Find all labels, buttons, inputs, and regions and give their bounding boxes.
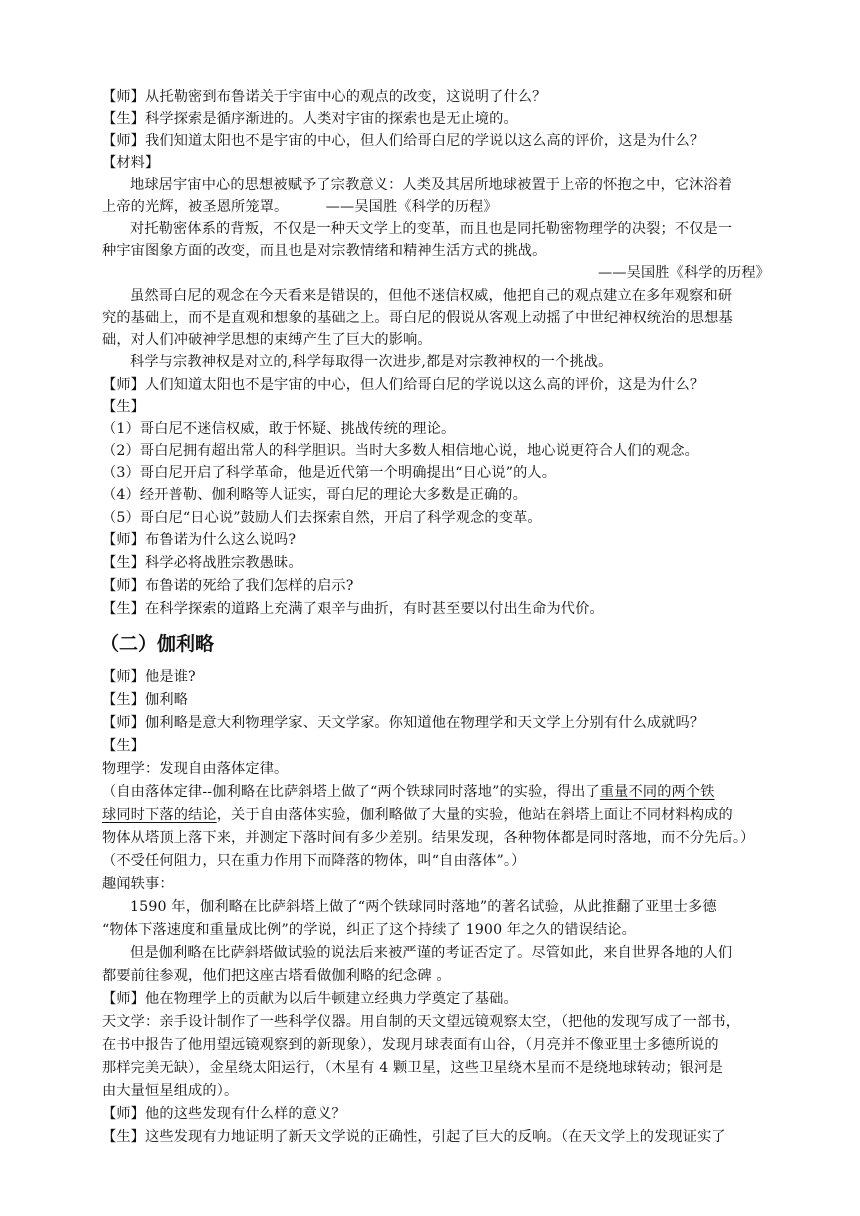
text-line: 【生】在科学探索的道路上充满了艰辛与曲折，有时甚至要以付出生命为代价。 xyxy=(102,601,604,617)
text-line: 虽然哥白尼的观念在今天看来是错误的，但他不迷信权威，他把自己的观点建立在多年观察和研 xyxy=(130,288,733,304)
text-line: 都要前往参观，他们把这座古塔看做伽利略的纪念碑 。 xyxy=(102,968,451,984)
text-line xyxy=(102,804,782,826)
text-line: 【师】人们知道太阳也不是宇宙的中心，但人们给哥白尼的学说以这么高的评价，这是为什么？ xyxy=(102,377,705,393)
section-heading: （二）伽利略 xyxy=(100,633,215,655)
text-line: 趣闻轶事： xyxy=(102,876,174,892)
text-line: （不受任何阻力，只在重力作用下而降落的物体，叫“自由落体”。） xyxy=(102,853,526,869)
underlined-text: 球同时下落的结论 xyxy=(102,807,217,823)
text-line: 1590 年，伽利略在比萨斜塔上做了“两个铁球同时落地”的著名试验，从此推翻了亚里士多德 xyxy=(130,899,717,915)
text-line: 地球居宇宙中心的思想被赋予了宗教意义：人类及其居所地球被置于上帝的怀抱之中，它沐浴着 xyxy=(130,177,733,193)
text-line: 但是伽利略在比萨斜塔做试验的说法后来被严谨的考证否定了。尽管如此，来自世界各地的人们 xyxy=(130,945,733,961)
text-line: 【生】 xyxy=(102,738,146,754)
text-line: 【生】 xyxy=(102,399,146,415)
list-item: （1）哥白尼不迷信权威，敢于怀疑、挑战传统的理论。 xyxy=(102,421,456,437)
text-line: 【生】科学探索是循序渐进的。人类对宇宙的探索也是无止境的。 xyxy=(102,111,518,127)
text-line: 种宇宙图象方面的改变，而且也是对宗教情绪和精神生活方式的挑战。 xyxy=(102,243,547,259)
text-line: 【生】科学必将战胜宗教愚昧。 xyxy=(102,555,303,571)
underlined-text: 重量不同的两个铁 xyxy=(599,784,715,800)
text-line: 天文学：亲手设计制作了一些科学仪器。用自制的天文望远镜观察太空，（把他的发现写成了一部书， xyxy=(102,1014,741,1030)
text-line: 【师】伽利略是意大利物理学家、天文学家。你知道他在物理学和天文学上分别有什么成就吗？ xyxy=(102,715,705,731)
text-line: 科学与宗教神权是对立的,科学每取得一次进步,都是对宗教神权的一个挑战。 xyxy=(130,354,613,370)
list-item: （5）哥白尼“日心说”鼓励人们去探索自然，开启了科学观念的变革。 xyxy=(102,510,542,526)
text-line: 【师】他的这些发现有什么样的意义？ xyxy=(102,1106,346,1122)
text-line: 【师】从托勒密到布鲁诺关于宇宙中心的观点的改变，这说明了什么？ xyxy=(102,89,547,105)
list-item: （3）哥白尼开启了科学革命，他是近代第一个明确提出“日心说”的人。 xyxy=(102,465,557,481)
text-line: 【师】他是谁? xyxy=(102,669,196,685)
text-line: 究的基础上，而不是直观和想象的基础之上。哥白尼的假说从客观上动摇了中世纪神权统治的思想基 xyxy=(102,310,733,326)
citation: ——吴国胜《科学的历程》 xyxy=(597,265,770,281)
text-line: 【师】我们知道太阳也不是宇宙的中心，但人们给哥白尼的学说以这么高的评价，这是为什么？ xyxy=(102,133,705,149)
text-line: 上帝的光辉，被圣恩所笼罩。 ——吴国胜《科学的历程》 xyxy=(102,199,498,215)
text-line: 【生】伽利略 xyxy=(102,692,189,708)
text-line: 物理学：发现自由落体定律。 xyxy=(102,761,289,777)
text-line: 物体从塔顶上落下来，并测定下落时间有多少差别。结果发现，各种物体都是同时落地，而不分先后。） xyxy=(102,830,755,846)
text-line: 【生】这些发现有力地证明了新天文学说的正确性，引起了巨大的反响。（在天文学上的发现证实了 xyxy=(102,1129,726,1145)
text-line: 在书中报告了他用望远镜观察到的新现象），发现月球表面有山谷，（月亮并不像亚里士多德所说的 xyxy=(102,1037,719,1053)
list-item: （4）经开普勒、伽利略等人证实，哥白尼的理论大多数是正确的。 xyxy=(102,487,527,503)
text-line xyxy=(102,781,782,803)
text-line: 由大量恒星组成的）。 xyxy=(102,1083,239,1099)
text-line: 础，对人们冲破神学思想的束缚产生了巨大的影响。 xyxy=(102,332,432,348)
text-line: 【师】他在物理学上的贡献为以后牛顿建立经典力学奠定了基础。 xyxy=(102,991,518,1007)
text-segment: ，关于自由落体实验，伽利略做了大量的实验，他站在斜塔上面让不同材料构成的 xyxy=(216,807,733,823)
list-item: （2）哥白尼拥有超出常人的科学胆识。当时大多数人相信地心说，地心说更符合人们的观念。 xyxy=(102,443,700,459)
text-line: 对托勒密体系的背叛，不仅是一种天文学上的变革，而且也是同托勒密物理学的决裂；不仅是一 xyxy=(130,221,733,237)
text-line: 【师】布鲁诺的死给了我们怎样的启示? xyxy=(102,578,354,594)
text-segment: （自由落体定律--伽利略在比萨斜塔上做了“两个铁球同时落地”的实验，得出了 xyxy=(102,784,600,800)
text-line: 那样完美无缺），金星绕太阳运行，（木星有 4 颗卫星，这些卫星绕木星而不是绕地球转动；银河是 xyxy=(102,1060,723,1076)
text-line: 【材料】 xyxy=(102,155,160,171)
text-line: 【师】布鲁诺为什么这么说吗? xyxy=(102,532,297,548)
text-line: “物体下落速度和重量成比例”的学说，纠正了这个持续了 1900 年之久的错误结论。 xyxy=(102,922,636,938)
